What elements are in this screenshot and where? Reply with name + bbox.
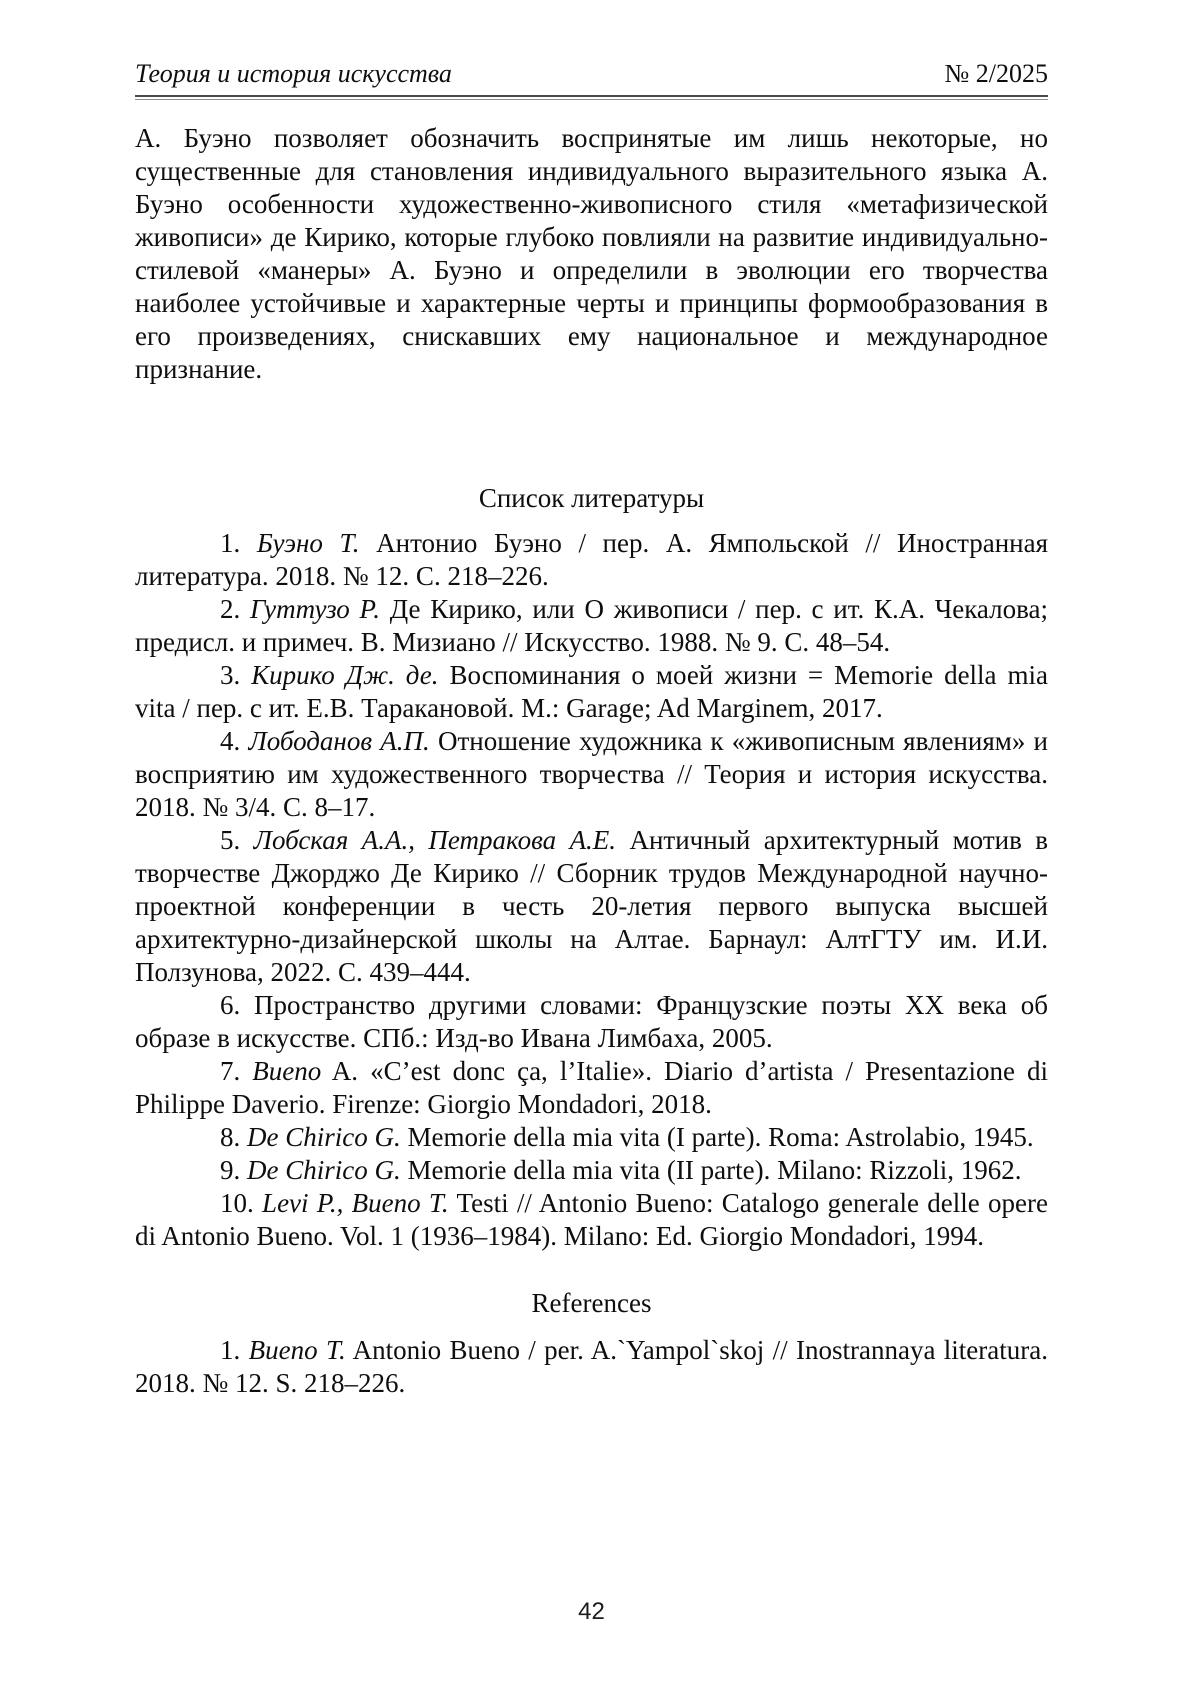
reference-text: Отношение художника к «живописным явлениям» и восприятию им художественного творчества // Теория и история искусства. 2018. № 3/4. С. 8–17. [135, 726, 1049, 822]
reference-number: 10. [220, 1188, 254, 1218]
section-heading-references: References [531, 1288, 652, 1318]
reference-text: Пространство другими словами: Французские поэты XX века об образе в искусстве. СПб.: Изд-во Ивана Лимбаха, 2005. [135, 990, 1049, 1053]
reference-number: 1. [220, 1335, 241, 1365]
reference-item-ru-1 [135, 527, 1048, 593]
reference-author: Буэно Т. [256, 528, 360, 558]
reference-author: Bueno T. [248, 1335, 346, 1365]
reference-number: 5. [220, 825, 241, 855]
reference-author: Лободанов А.П. [248, 726, 430, 756]
reference-item-ru-3 [135, 659, 1048, 725]
reference-item-ru-6 [135, 989, 1048, 1055]
reference-author: De Chirico G. [247, 1122, 401, 1152]
reference-item-ru-10 [135, 1187, 1048, 1253]
reference-text: Testi // Antonio Bueno: Catalogo generale delle opere di Antonio Bueno. Vol. 1 (1936–1984). Milano: Ed. Giorgio Mondadori, 1994. [135, 1188, 1048, 1251]
page-number: 42 [578, 1598, 605, 1625]
reference-text: Memorie della mia vita (II parte). Milano: Rizzoli, 1962. [407, 1155, 1022, 1185]
reference-number: 3. [220, 660, 241, 690]
reference-text: Антонио Буэно / пер. А. Ямпольской // Иностранная литература. 2018. № 12. С. 218–226. [135, 528, 1049, 591]
reference-text: Де Кирико, или О живописи / пер. с ит. К.А. Чекалова; предисл. и примеч. В. Мизиано // Искусство. 1988. № 9. С. 48–54. [135, 594, 1049, 657]
reference-number: 6. [220, 990, 241, 1020]
reference-author: Bueno [252, 1056, 322, 1086]
reference-number: 7. [220, 1056, 241, 1086]
reference-item-ru-4 [135, 725, 1048, 824]
reference-item-en-1 [135, 1334, 1048, 1400]
reference-author: Levi P., Bueno T. [262, 1188, 449, 1218]
header-rule [135, 95, 1048, 100]
reference-item-ru-9 [135, 1154, 1048, 1187]
reference-text: Antonio Bueno / per. A.`Yampol`skoj // Inostrannaya literatura. 2018. № 12. S. 218–226. [135, 1335, 1048, 1398]
running-head-issue: № 2/2025 [944, 59, 1048, 88]
running-head-title: Теория и история искусства [135, 59, 452, 88]
reference-number: 9. [220, 1155, 241, 1185]
reference-number: 2. [220, 594, 241, 624]
reference-item-ru-8 [135, 1121, 1048, 1154]
reference-text: Memorie della mia vita (I parte). Roma: Astrolabio, 1945. [407, 1122, 1034, 1152]
reference-item-ru-7 [135, 1055, 1048, 1121]
reference-text: A. «C’est donc ça, l’Italie». Diario d’artista / Presentazione di Philippe Daverio. Firenze: Giorgio Mondadori, 2018. [135, 1056, 1049, 1119]
section-heading-bibliography: Список литературы [478, 483, 705, 513]
reference-item-ru-5 [135, 824, 1048, 989]
body-paragraph: А. Буэно позволяет обозначить воспринятые им лишь некоторые, но существенные для становления индивидуального выразительного языка А. Буэно особенности художественно-живописного стиля «метафизической живописи» де Кирико, которые глубоко повлияли на развитие индивидуально-стилевой «манеры» А. Буэно и определили в эволюции его творчества наиболее устойчивые и характерные черты и принципы формообразования в его произведениях, снискавших ему национальное и международное признание. [135, 123, 1048, 384]
reference-number: 8. [220, 1122, 241, 1152]
running-head [135, 57, 1048, 90]
reference-number: 4. [220, 726, 241, 756]
reference-text: Воспоминания о моей жизни = Memorie della mia vita / пер. с ит. Е.В. Таракановой. М.: Garage; Ad Marginem, 2017. [135, 660, 1049, 723]
page-content [135, 0, 1048, 1400]
reference-author: Кирико Дж. де. [251, 660, 439, 690]
reference-number: 1. [220, 528, 241, 558]
reference-text: Античный архитектурный мотив в творчестве Джорджо Де Кирико // Сборник трудов Международной научно-проектной конференции в честь 20-летия первого выпуска высшей архитектурно-дизайнерской школы на Алтае. Барнаул: АлтГТУ им. И.И. Ползунова, 2022. С. 439–444. [135, 825, 1048, 987]
reference-item-ru-2 [135, 593, 1048, 659]
reference-author: Гуттузо Р. [249, 594, 381, 624]
reference-author: De Chirico G. [247, 1155, 401, 1185]
reference-author: Лобская А.А., Петракова А.Е. [253, 825, 617, 855]
